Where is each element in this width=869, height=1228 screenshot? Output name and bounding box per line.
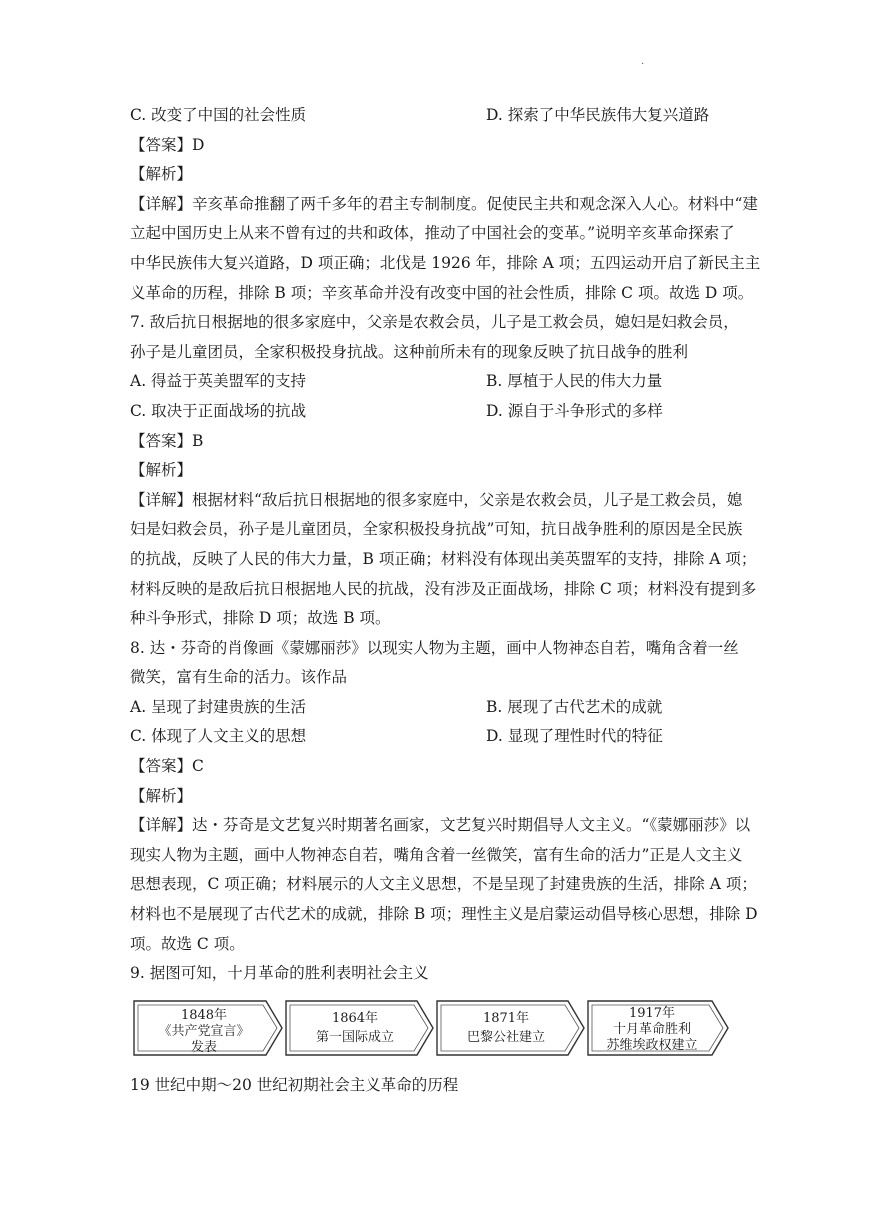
document-page: [130, 101, 761, 1100]
q9-stem: 9. 据图可知，十月革命的胜利表明社会主义: [130, 964, 429, 983]
q7-detail-line: 材料反映的是敌后抗日根据地人民的抗战，没有涉及正面战场，排除 C 项；材料没有提到多: [130, 579, 757, 598]
q6-detail: [130, 190, 761, 308]
q7-detail: [130, 486, 757, 634]
q8-option-d: D. 显现了理性时代的特征: [486, 727, 663, 746]
q6-detail-line: 立起中国历史上从来不曾有过的共和政体，推动了中国社会的变革。”说明辛亥革命探索了: [130, 224, 735, 243]
timeline-event-1871: 巴黎公社建立: [466, 1029, 546, 1045]
q7-options-row: [130, 367, 742, 397]
q8-detail-line: 【详解】达・芬奇是文艺复兴时期著名画家，文艺复兴时期倡导人文主义。“《蒙娜丽莎》以: [130, 816, 751, 835]
timeline-svg: [132, 995, 732, 1061]
q7-detail-line: 种斗争形式，排除 D 项；故选 B 项。: [130, 609, 391, 628]
q8-options-row: [130, 693, 742, 723]
q6-option-d: D. 探索了中华民族伟大复兴道路: [486, 106, 710, 124]
q8-stem-line: 微笑，富有生命的活力。该作品: [130, 668, 348, 687]
q7-detail-line: 【详解】根据材料“敌后抗日根据地的很多家庭中，父亲是农救会员，儿子是工救会员，媳: [130, 490, 743, 509]
q8-answer: 【答案】C: [130, 757, 204, 776]
q7-detail-line: 的抗战，反映了人民的伟大力量，B 项正确；材料没有体现出美英盟军的支持，排除 A 项；: [130, 549, 757, 568]
q8-option-c: C. 体现了人文主义的思想: [130, 727, 307, 746]
q6-option-c: C. 改变了中国的社会性质: [130, 106, 307, 124]
q7-stem-line: 7. 敌后抗日根据地的很多家庭中，父亲是农救会员，儿子是工救会员，媳妇是妇救会员，: [130, 313, 739, 332]
q7-option-a: A. 得益于英美盟军的支持: [130, 372, 307, 391]
timeline-caption: 19 世纪中期～20 世纪初期社会主义革命的历程: [130, 1075, 459, 1094]
q7-option-d: D. 源自于斗争形式的多样: [486, 401, 663, 420]
q6-detail-line: 义革命的历程，排除 B 项；辛亥革命并没有改变中国的社会性质，排除 C 项。故选 D 项。: [130, 283, 754, 302]
timeline-event-1917-sub: 苏维埃政权建立: [606, 1037, 698, 1053]
q7-stem-line: 孙子是儿童团员，全家积极投身抗战。这种前所未有的现象反映了抗日战争的胜利: [130, 342, 689, 361]
q6-analysis-label: 【解析】: [130, 165, 193, 184]
timeline-year-1864: 1864年: [331, 1010, 379, 1026]
timeline-arrow-3: [437, 1001, 584, 1055]
q8-detail: [130, 811, 758, 959]
timeline-arrow-2: [286, 1001, 433, 1055]
q7-stem: [130, 308, 742, 367]
q8-options-row: [130, 722, 742, 752]
q7-analysis-label: 【解析】: [130, 461, 193, 480]
q8-detail-line: 思想表现，C 项正确；材料展示的人文主义思想，不是呈现了封建贵族的生活，排除 A 项；: [130, 875, 757, 894]
q6-options-row: [130, 101, 742, 131]
timeline-year-1917: 1917年: [628, 1005, 676, 1021]
timeline-event-1848-sub: 发表: [190, 1039, 218, 1055]
header-mark: .: [641, 56, 645, 67]
q6-answer: 【答案】D: [130, 135, 205, 154]
q7-option-b: B. 厚植于人民的伟大力量: [486, 372, 663, 391]
timeline-year-1848: 1848年: [180, 1007, 228, 1023]
q7-detail-line: 妇是妇救会员，孙子是儿童团员，全家积极投身抗战”可知，抗日战争胜利的原因是全民族: [130, 520, 743, 539]
q8-option-a: A. 呈现了封建贵族的生活: [130, 697, 307, 716]
timeline-event-1864: 第一国际成立: [315, 1029, 395, 1045]
q8-analysis-label: 【解析】: [130, 786, 193, 805]
q7-options-row: [130, 397, 742, 427]
q8-detail-line: 现实人物为主题，画中人物神态自若，嘴角含着一丝微笑，富有生命的活力”正是人文主义: [130, 845, 743, 864]
q6-detail-line: 【详解】辛亥革命推翻了两千多年的君主专制制度。促使民主共和观念深入人心。材料中“建: [130, 194, 758, 213]
q6-detail-line: 中华民族伟大复兴道路，D 项正确；北伐是 1926 年，排除 A 项；五四运动开启了新民主主: [130, 253, 761, 272]
timeline-diagram: [130, 995, 742, 1067]
q8-stem-line: 8. 达・芬奇的肖像画《蒙娜丽莎》以现实人物为主题，画中人物神态自若，嘴角含着一丝: [130, 638, 739, 657]
q8-stem: [130, 634, 742, 693]
timeline-year-1871: 1871年: [482, 1010, 530, 1026]
q7-answer: 【答案】B: [130, 431, 204, 450]
timeline-event-1917: 十月革命胜利: [612, 1021, 692, 1037]
q8-detail-line: 材料也不是展现了古代艺术的成就，排除 B 项；理性主义是启蒙运动倡导核心思想，排除 D: [130, 905, 758, 924]
timeline-event-1848: 《共产党宣言》: [158, 1023, 250, 1039]
q8-option-b: B. 展现了古代艺术的成就: [486, 697, 663, 716]
q8-detail-line: 项。故选 C 项。: [130, 934, 245, 953]
q7-option-c: C. 取决于正面战场的抗战: [130, 401, 307, 420]
